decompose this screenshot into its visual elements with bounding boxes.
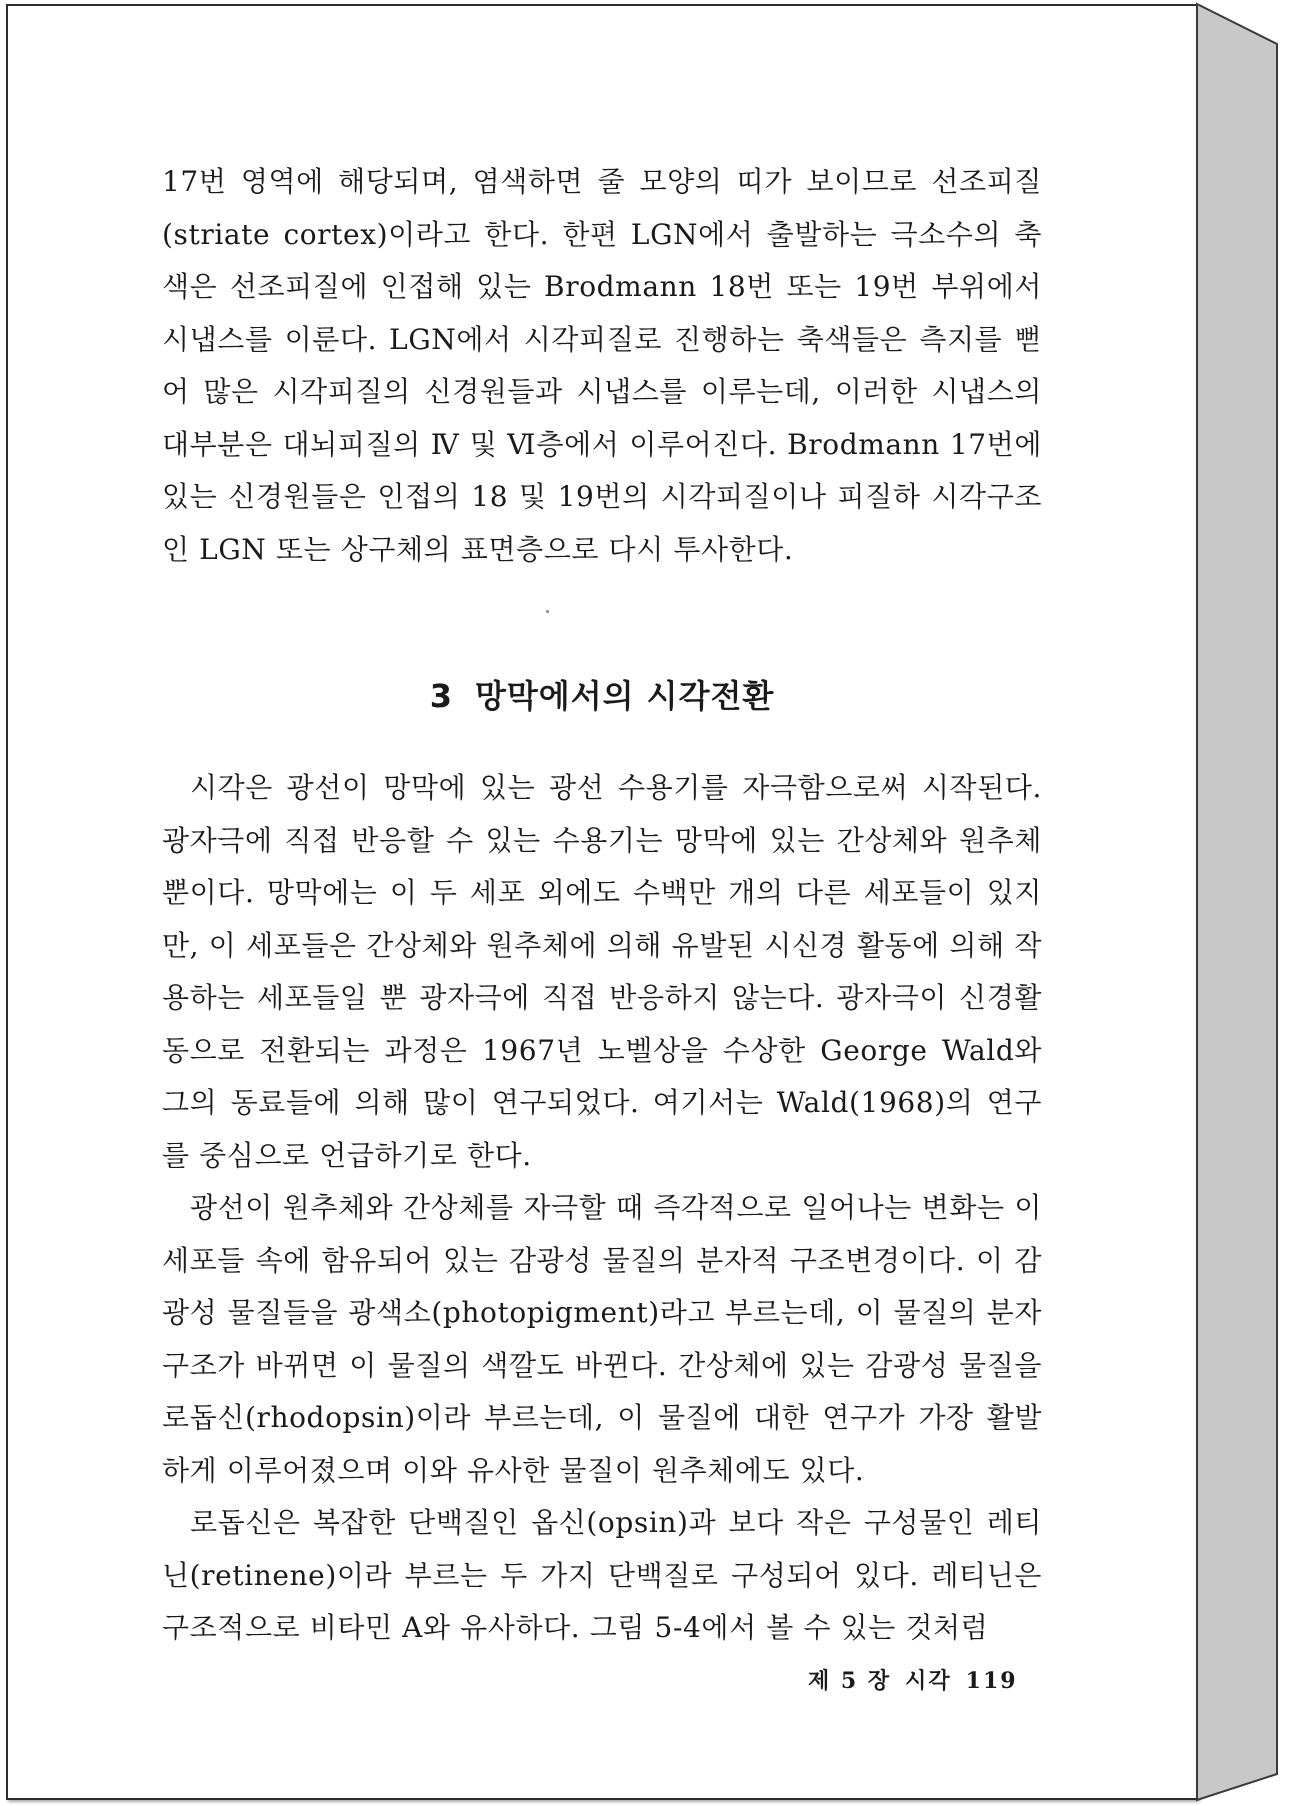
paragraph-section-2: 광선이 원추체와 간상체를 자극할 때 즉각적으로 일어나는 변화는 이 세포들 속에 함유되어 있는 감광성 물질의 분자적 구조변경이다. 이 감광성 물질들을 광색소(photopigment)라고 부르는데, 이 물질의 분자구조가 바뀌면 이 물질의 색깔도 바뀐다. 간상체에 있는 감광성 물질을 로돕신(rhodopsin)이라 부르는데, 이 물질에 대한 연구가 가장 활발하게 이루어졌으며 이와 유사한 물질이 원추체에도 있다. [162, 1191, 1042, 1487]
paragraph-section-1: 시각은 광선이 망막에 있는 광선 수용기를 자극함으로써 시작된다. 광자극에 직접 반응할 수 있는 수용기는 망막에 있는 간상체와 원추체뿐이다. 망막에는 이 두 세포 외에도 수백만 개의 다른 세포들이 있지만, 이 세포들은 간상체와 원추체에 의해 유발된 시신경 활동에 의해 작용하는 세포들일 뿐 광자극에 직접 반응하지 않는다. 광자극이 신경활동으로 전환되는 과정은 1967년 노벨상을 수상한 George Wald와 그의 동료들에 의해 많이 연구되었다. 여기서는 Wald(1968)의 연구를 중심으로 언급하기로 한다. [162, 771, 1042, 1172]
book-spine-shape [1197, 4, 1293, 1800]
section-gap-top [162, 576, 1042, 666]
paragraph-section-3: 로돕신은 복잡한 단백질인 옵신(opsin)과 보다 작은 구성물인 레티닌(retinene)이라 부르는 두 가지 단백질로 구성되어 있다. 레티닌은 구조적으로 비타민 A와 유사하다. 그림 5-4에서 볼 수 있는 것처럼 [162, 1506, 1042, 1644]
book-page [6, 4, 1198, 1800]
page-footer [808, 1664, 1032, 1695]
section-title: 망막에서의 시각전환 [474, 677, 775, 715]
section-gap-bottom [162, 726, 1042, 762]
footer-chapter: 제 5 장 [808, 1668, 892, 1694]
print-speck [546, 610, 549, 613]
section-heading [162, 666, 1042, 726]
paragraph-top: 17번 영역에 해당되며, 염색하면 줄 모양의 띠가 보이므로 선조피질(striate cortex)이라고 한다. 한편 LGN에서 출발하는 극소수의 축색은 선조피질에 인접해 있는 Brodmann 18번 또는 19번 부위에서 시냅스를 이룬다. LGN에서 시각피질로 진행하는 축색들은 측지를 뻗어 많은 시각피질의 신경원들과 시냅스를 이루는데, 이러한 시냅스의 대부분은 대뇌피질의 Ⅳ 및 Ⅵ층에서 이루어진다. Brodmann 17번에 있는 신경원들은 인접의 18 및 19번의 시각피질이나 피질하 시각구조인 LGN 또는 상구체의 표면층으로 다시 투사한다. [162, 165, 1042, 566]
section-number: 3 [429, 677, 453, 715]
footer-page-number: 119 [965, 1668, 1018, 1694]
footer-chapter-title: 시각 [905, 1668, 952, 1694]
page-body [162, 156, 1042, 1655]
